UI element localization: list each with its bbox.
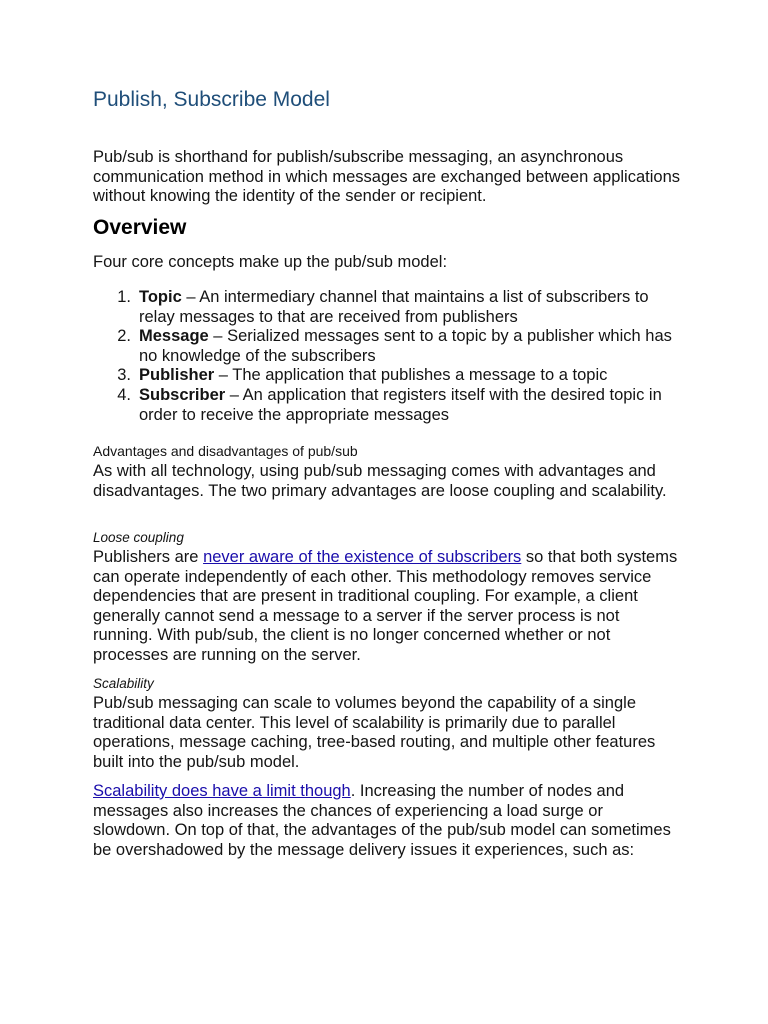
list-item-term: Topic [139,288,182,306]
list-item-number: 1. [117,288,131,306]
list-item-number: 3. [117,366,131,385]
intro-paragraph: Pub/sub is shorthand for publish/subscribe messaging, an asynchronous communication method in which messages are exchanged between applications without knowing the identity of the sender or recipient. [93,148,681,206]
scalability-limit-text: . Increasing the number of nodes and messages also increases the chances of experiencing a load surge or slowdown. On top of that, the advantages of the pub/sub model can sometimes be overshadowed by the message delivery issues it experiences, such as: [93,782,671,859]
list-item-term: Message [139,327,209,346]
scalability-limit-paragraph [93,782,683,860]
list-item-description: – An application that registers itself with the desired topic in order to receive the appropriate messages [139,385,662,424]
scalability-heading: Scalability [93,676,154,691]
list-item-number: 4. [117,385,131,404]
list-item [93,386,683,425]
overview-heading: Overview [93,216,187,239]
list-item [93,366,683,386]
concepts-list [93,288,683,425]
list-item-description: – An intermediary channel that maintains a list of subscribers to relay messages to that are received from publishers [139,288,649,326]
loose-coupling-paragraph [93,548,683,666]
document-title: Publish, Subscribe Model [93,88,330,111]
list-item-term: Subscriber [139,385,226,404]
list-item-description: – The application that publishes a message to a topic [214,366,608,385]
list-item-term: Publisher [139,366,215,385]
list-item [93,288,683,327]
scalability-limit-link[interactable]: Scalability does have a limit though [93,782,351,800]
loose-coupling-text-before: Publishers are [93,548,204,566]
list-item-description: – Serialized messages sent to a topic by a publisher which has no knowledge of the subscribers [139,327,672,365]
advantages-heading: Advantages and disadvantages of pub/sub [93,443,358,459]
loose-coupling-text-after: so that both systems can operate independently of each other. This methodology removes service dependencies that are present in traditional coupling. For example, a client generally cannot send a message to a server if the server process is not running. With pub/sub, the client is no longer concerned whether or not processes are running on the server. [93,548,678,664]
advantages-paragraph: As with all technology, using pub/sub messaging comes with advantages and disadvantages. The two primary advantages are loose coupling and scalability. [93,462,667,500]
list-item [93,327,683,366]
scalability-paragraph: Pub/sub messaging can scale to volumes beyond the capability of a single traditional data center. This level of scalability is primarily due to parallel operations, message caching, tree-based routing, and multiple other features built into the pub/sub model. [93,694,656,771]
overview-paragraph: Four core concepts make up the pub/sub model: [93,253,448,271]
loose-coupling-heading: Loose coupling [93,530,184,545]
list-item-number: 2. [117,327,131,346]
subscribers-link[interactable]: never aware of the existence of subscribers [203,548,522,566]
